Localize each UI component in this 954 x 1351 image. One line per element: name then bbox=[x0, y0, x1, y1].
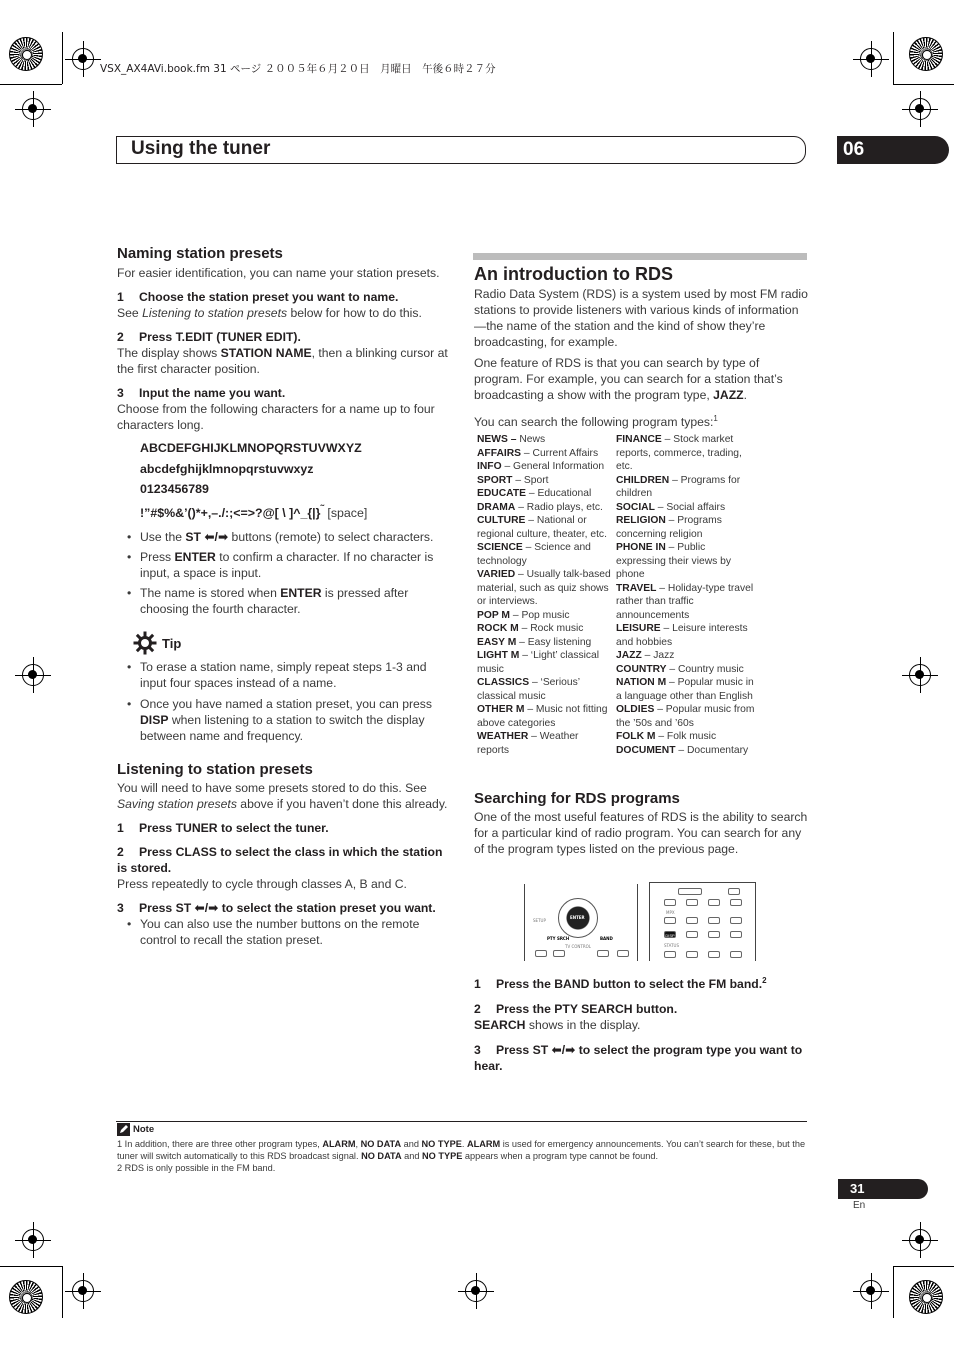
program-type: ROCK M – Rock music bbox=[477, 623, 584, 634]
program-type: AFFAIRS – Current Affairs bbox=[477, 447, 599, 459]
program-type: CLASSICS – ‘Serious’ classical music bbox=[477, 677, 580, 702]
search-steps bbox=[474, 973, 808, 1074]
program-type: TRAVEL – Holiday-type travel rather than traffic announcements bbox=[616, 582, 754, 621]
remote-button-icon bbox=[686, 931, 698, 938]
note-2: 2 RDS is only possible in the FM band. bbox=[117, 1163, 276, 1173]
program-type: SPORT – Sport bbox=[477, 474, 549, 486]
naming-intro: For easier identification, you can name your station presets. bbox=[117, 266, 440, 280]
naming-step-2: 2 Press T.EDIT (TUNER EDIT). bbox=[117, 330, 301, 344]
program-type: PHONE IN – Public expressing their views by phone bbox=[616, 542, 732, 580]
remote-button-icon bbox=[597, 950, 609, 957]
remote-button-icon bbox=[617, 950, 629, 957]
naming-step-1-text: See Listening to station presets below for how to do this. bbox=[117, 306, 422, 320]
crop-line bbox=[62, 32, 63, 84]
search-step-3: 3 Press ST ⬅/➡ to select the program type you want to hear. bbox=[474, 1043, 803, 1074]
program-type: EDUCATE – Educational bbox=[477, 488, 592, 499]
naming-step-3: 3 Input the name you want. bbox=[117, 386, 286, 400]
search-heading: Searching for RDS programs bbox=[474, 790, 680, 807]
search-section bbox=[474, 790, 808, 857]
search-step-2: 2 Press the PTY SEARCH button. bbox=[474, 1002, 678, 1017]
section-title: Using the tuner bbox=[131, 138, 271, 159]
note-pencil-icon bbox=[117, 1123, 130, 1136]
remote-pty-label: PTY SRCH bbox=[547, 936, 570, 941]
remote-button-icon bbox=[708, 899, 720, 906]
registration-sunburst-mark bbox=[9, 37, 43, 71]
charset-uppercase: ABCDEFGHIJKLMNOPQRSTUVWXYZ bbox=[140, 441, 362, 455]
remote-button-icon bbox=[728, 888, 740, 895]
remote-band-label: BAND bbox=[600, 936, 613, 941]
remote-button-icon bbox=[686, 899, 698, 906]
remote-mpx-label: MPX bbox=[666, 910, 675, 915]
notes-rule bbox=[116, 1121, 807, 1122]
search-step-1: 1 Press the BAND button to select the FM band.$^2$ bbox=[474, 976, 767, 992]
section-rule bbox=[473, 253, 807, 260]
remote-control-illustration bbox=[649, 882, 756, 961]
remote-setup-label: SETUP bbox=[533, 918, 546, 923]
program-type: COUNTRY – Country music bbox=[616, 663, 744, 675]
notes-label: Note bbox=[133, 1124, 155, 1135]
naming-bullet: • Press ENTER to confirm a character. If no character is input, a space is input. bbox=[127, 549, 453, 581]
charset-digits: 0123456789 bbox=[140, 482, 209, 496]
crop-line bbox=[0, 84, 62, 85]
remote-button-icon bbox=[730, 951, 742, 958]
naming-step-3-text: Choose from the following characters for a name up to four characters long. bbox=[117, 402, 435, 432]
remote-enter-label: ENTER bbox=[570, 915, 585, 920]
naming-heading: Naming station presets bbox=[117, 245, 283, 262]
left-column bbox=[117, 245, 453, 948]
crop-line bbox=[893, 84, 954, 85]
naming-bullet: • The name is stored when ENTER is pressed after choosing the fourth character. bbox=[127, 585, 453, 617]
tip-box bbox=[117, 631, 453, 744]
crop-line bbox=[893, 1266, 954, 1267]
crosshair-mark bbox=[909, 98, 931, 120]
remote-status-label: STATUS bbox=[664, 943, 680, 948]
charset-lowercase: abcdefghijklmnopqrstuvwxyz bbox=[140, 461, 314, 476]
tip-gear-icon bbox=[133, 631, 157, 655]
program-type-list-right bbox=[616, 433, 756, 757]
listening-step-3: 3 Press ST ⬅/➡ to select the station preset you want. bbox=[117, 901, 436, 916]
search-step-2-text: SEARCH shows in the display. bbox=[474, 1018, 641, 1033]
program-type: NEWS – News bbox=[477, 434, 546, 445]
rds-paragraph: You can search the following program types:$^1$ bbox=[474, 414, 718, 430]
remote-button-icon bbox=[686, 951, 698, 958]
program-type: DOCUMENT – Documentary bbox=[616, 744, 749, 756]
program-type: OLDIES – Popular music from the ’50s and ’60s bbox=[616, 704, 755, 729]
remote-button-icon bbox=[678, 888, 702, 895]
crosshair-mark bbox=[909, 1229, 931, 1251]
registration-sunburst-mark bbox=[909, 37, 943, 71]
crosshair-mark bbox=[909, 664, 931, 686]
crosshair-mark bbox=[72, 1280, 94, 1302]
program-type: OTHER M – Music not fitting above categories bbox=[477, 704, 608, 729]
charset-symbols: !”#$%&’()*+,–./:;<=>?@[ \ ]^_{|}˜ [space] bbox=[140, 503, 368, 520]
chapter-number: 06 bbox=[837, 136, 949, 164]
listening-step-1: 1 Press TUNER to select the tuner. bbox=[117, 821, 329, 836]
rds-paragraph: One feature of RDS is that you can search by type of program. For example, you can search for a station that’s broadcasting a show with the program type, JAZZ. bbox=[474, 356, 783, 402]
program-type: NATION M – Popular music in a language other than English bbox=[616, 677, 754, 702]
crosshair-mark bbox=[860, 48, 882, 70]
naming-bullet: • Use the ST ⬅/➡ buttons (remote) to select characters. bbox=[127, 529, 453, 545]
remote-button-icon bbox=[730, 899, 742, 906]
rds-heading: An introduction to RDS bbox=[474, 264, 673, 284]
remote-button-icon bbox=[708, 951, 720, 958]
program-type: VARIED – Usually talk-based material, such as quiz shows or interviews. bbox=[477, 569, 611, 607]
remote-button-icon bbox=[708, 931, 720, 938]
program-type: POP M – Pop music bbox=[477, 609, 570, 621]
tip-label: Tip bbox=[162, 635, 182, 651]
crosshair-mark bbox=[22, 98, 44, 120]
notes-header bbox=[117, 1123, 154, 1136]
program-type: EASY M – Easy listening bbox=[477, 636, 592, 648]
remote-button-icon bbox=[535, 950, 547, 957]
listening-intro: You will need to have some presets stored to do this. See Saving station presets above if you haven’t done this already. bbox=[117, 781, 448, 812]
section-header bbox=[116, 136, 806, 164]
print-header: VSX_AX4AVi.book.fm 31 ページ ２００５年６月２０日 月曜日 午後６時２７分 bbox=[100, 63, 496, 75]
program-type: LEISURE – Leisure interests and hobbies bbox=[616, 623, 748, 648]
crop-line bbox=[0, 1266, 62, 1267]
crosshair-mark bbox=[860, 1280, 882, 1302]
language-code: En bbox=[853, 1200, 866, 1211]
program-type: INFO – General Information bbox=[477, 461, 605, 472]
remote-button-icon bbox=[664, 951, 676, 958]
program-type: CHILDREN – Programs for children bbox=[616, 474, 741, 499]
remote-control-illustration bbox=[524, 884, 638, 961]
listening-bullet: • You can also use the number buttons on the remote control to recall the station preset. bbox=[127, 916, 453, 948]
remote-button-icon bbox=[708, 917, 720, 924]
program-type: FOLK M – Folk music bbox=[616, 731, 717, 742]
crop-line bbox=[893, 1266, 894, 1318]
rds-paragraph: Radio Data System (RDS) is a system used by most FM radio stations to provide listeners with various kinds of information—the name of the station and the kind of show they’re broadcasting, for example. bbox=[474, 287, 808, 349]
crosshair-mark bbox=[465, 1280, 487, 1302]
registration-sunburst-mark bbox=[9, 1280, 43, 1314]
note-1: 1 In addition, there are three other program types, ALARM, NO DATA and NO TYPE. ALARM is used for emergency announcements. You can’t search for these, but the tuner will switch automatically to this RDS broadcast signal. NO DATA and NO TYPE appears when a program type cannot be found. bbox=[117, 1139, 806, 1161]
remote-button-icon bbox=[553, 950, 565, 957]
program-type: SCIENCE – Science and technology bbox=[477, 542, 591, 567]
program-type: SOCIAL – Social affairs bbox=[616, 501, 726, 513]
crop-line bbox=[62, 1266, 63, 1318]
registration-sunburst-mark bbox=[909, 1280, 943, 1314]
program-type-list-left bbox=[477, 433, 611, 757]
naming-step-1: 1 Choose the station preset you want to name. bbox=[117, 290, 399, 304]
program-type: FINANCE – Stock market reports, commerce, trading, etc. bbox=[616, 434, 742, 472]
crosshair-mark bbox=[22, 664, 44, 686]
crosshair-mark bbox=[72, 48, 94, 70]
crosshair-mark bbox=[22, 1229, 44, 1251]
character-set bbox=[140, 438, 453, 523]
program-type: DRAMA – Radio plays, etc. bbox=[477, 501, 603, 513]
search-intro: One of the most useful features of RDS is the ability to search for a particular kind of radio program. You can search for any of the program types listed on the previous page. bbox=[474, 810, 808, 856]
remote-button-icon bbox=[686, 917, 698, 924]
tip-bullet: • To erase a station name, simply repeat steps 1-3 and input four spaces instead of a name. bbox=[127, 659, 453, 691]
naming-step-2-text: The display shows STATION NAME, then a blinking cursor at the first character position. bbox=[117, 346, 448, 376]
listening-step-2: 2 Press CLASS to select the class in which the station is stored. bbox=[117, 845, 443, 876]
program-type: JAZZ – Jazz bbox=[616, 650, 675, 661]
remote-button-icon bbox=[664, 917, 676, 924]
program-type: RELIGION – Programs concerning religion bbox=[616, 515, 722, 540]
right-column bbox=[474, 264, 808, 430]
crop-line bbox=[893, 32, 894, 84]
remote-button-icon bbox=[730, 931, 742, 938]
remote-button-icon bbox=[664, 899, 676, 906]
listening-heading: Listening to station presets bbox=[117, 761, 313, 779]
remote-tv-label: TV CONTROL bbox=[565, 944, 591, 949]
program-type: CULTURE – National or regional culture, theater, etc. bbox=[477, 515, 607, 540]
page-number: 31 bbox=[838, 1179, 928, 1199]
tip-bullet: • Once you have named a station preset, you can press DISP when listening to a station to switch the display between name and frequency. bbox=[127, 696, 453, 744]
program-type: WEATHER – Weather reports bbox=[477, 731, 579, 756]
remote-button-icon bbox=[730, 917, 742, 924]
remote-disp-button: DISP bbox=[665, 933, 675, 938]
listening-step-2-text: Press repeatedly to cycle through classes A, B and C. bbox=[117, 877, 407, 892]
program-type: LIGHT M – ‘Light’ classical music bbox=[477, 650, 600, 675]
